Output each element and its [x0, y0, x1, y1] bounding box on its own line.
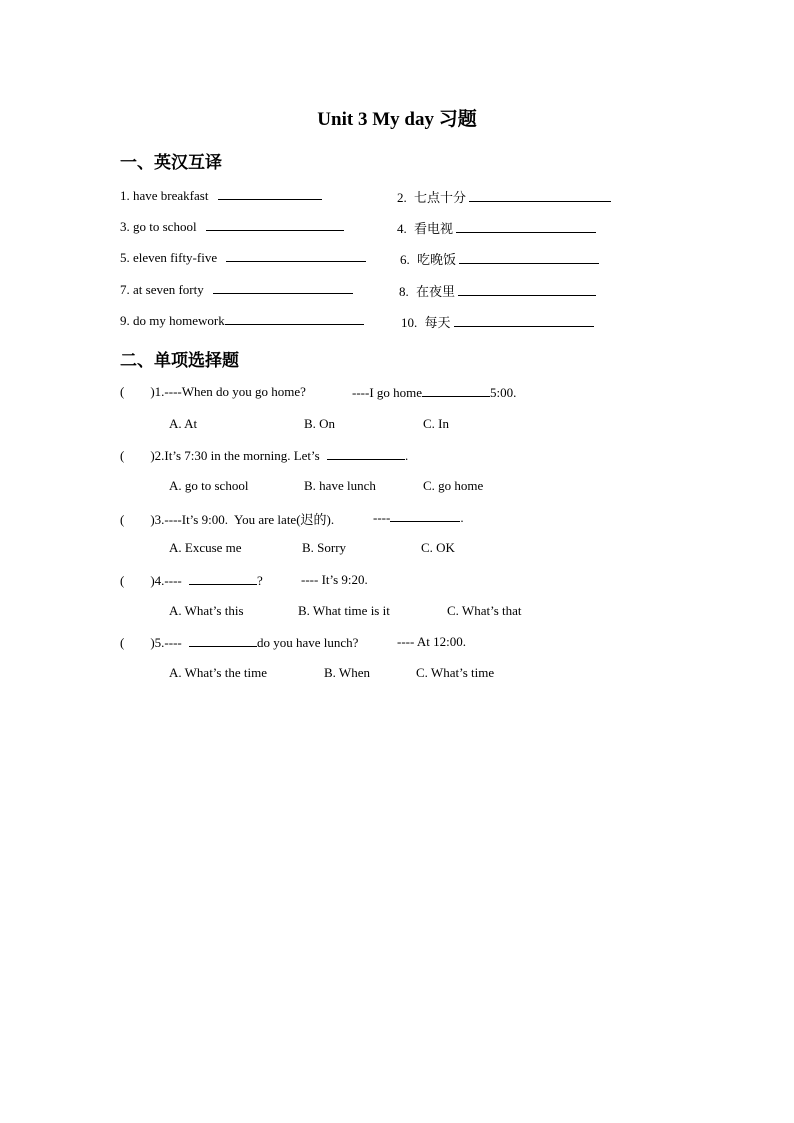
- question-number: 5.: [154, 635, 165, 650]
- answer-blank[interactable]: [454, 314, 594, 327]
- item-number: 4.: [397, 221, 407, 236]
- question-3-answer: [373, 509, 464, 526]
- answer-paren[interactable]: ( ): [120, 512, 155, 527]
- answer-paren[interactable]: ( ): [120, 448, 155, 463]
- item-number: 2.: [397, 190, 407, 205]
- option-b[interactable]: B. Sorry: [302, 540, 347, 555]
- translation-item-7: [120, 281, 353, 298]
- question-text: .: [460, 510, 464, 525]
- item-number: 10.: [401, 315, 418, 330]
- answer-blank[interactable]: [459, 251, 599, 264]
- answer-blank[interactable]: [206, 218, 344, 231]
- answer-blank[interactable]: [469, 189, 611, 202]
- item-number: 1.: [120, 188, 130, 203]
- question-1: [120, 384, 306, 400]
- answer-blank[interactable]: [456, 220, 596, 233]
- answer-blank[interactable]: [458, 283, 596, 296]
- item-text: 在夜里: [416, 284, 456, 299]
- question-text: ----: [164, 573, 182, 588]
- answer-paren[interactable]: ( ): [120, 384, 155, 399]
- item-number: 8.: [399, 284, 409, 299]
- question-text: 5:00.: [490, 385, 517, 400]
- question-1-answer: [352, 384, 516, 401]
- translation-item-9: [120, 312, 364, 329]
- translation-item-10: [401, 312, 594, 331]
- answer-blank[interactable]: [327, 447, 405, 460]
- answer-blank[interactable]: [213, 281, 353, 294]
- question-3: [120, 509, 334, 528]
- item-text: 吃晚饭: [417, 252, 457, 267]
- question-text: ----: [164, 635, 182, 650]
- answer-blank[interactable]: [218, 187, 322, 200]
- question-number: 1.: [154, 384, 165, 399]
- option-a[interactable]: A. go to school: [169, 478, 249, 493]
- item-number: 6.: [400, 252, 410, 267]
- item-number: 9.: [120, 313, 130, 328]
- answer-blank[interactable]: [189, 572, 257, 585]
- question-text: do you have lunch?: [257, 635, 359, 650]
- item-text: do my homework: [133, 313, 225, 328]
- item-number: 7.: [120, 282, 130, 297]
- question-4-answer: ---- It’s 9:20.: [301, 572, 368, 587]
- question-number: 3.: [154, 512, 165, 527]
- question-text: ?: [257, 573, 263, 588]
- question-text: ----I go home: [352, 385, 423, 400]
- option-a[interactable]: A. Excuse me: [169, 540, 242, 555]
- answer-paren[interactable]: ( ): [120, 635, 155, 650]
- question-number: 4.: [154, 573, 165, 588]
- question-text: ----It’s 9:00. You are late(迟的).: [164, 512, 335, 527]
- answer-blank[interactable]: [225, 312, 364, 325]
- option-c[interactable]: C. What’s that: [447, 603, 522, 618]
- question-5-answer: ---- At 12:00.: [397, 634, 466, 649]
- question-text: .: [404, 448, 409, 463]
- question-2: [120, 447, 408, 464]
- option-b[interactable]: B. On: [304, 416, 336, 431]
- answer-blank[interactable]: [422, 384, 490, 397]
- translation-item-1: [120, 187, 322, 204]
- item-text: eleven fifty-five: [133, 250, 218, 265]
- option-a[interactable]: A. What’s the time: [169, 665, 267, 680]
- item-number: 3.: [120, 219, 130, 234]
- translation-item-6: [400, 249, 599, 268]
- translation-item-4: [397, 218, 596, 237]
- answer-blank[interactable]: [390, 509, 460, 522]
- option-c[interactable]: C. OK: [421, 540, 455, 555]
- item-text: 看电视: [414, 221, 454, 236]
- question-text: ----: [373, 510, 391, 525]
- answer-blank[interactable]: [226, 249, 366, 262]
- page-title: Unit 3 My day 习题: [317, 109, 477, 130]
- option-b[interactable]: B. have lunch: [304, 478, 376, 493]
- translation-item-2: [397, 187, 611, 206]
- item-text: 每天: [424, 315, 451, 330]
- item-text: 七点十分: [414, 190, 467, 205]
- option-b[interactable]: B. What time is it: [298, 603, 390, 618]
- question-5: [120, 634, 358, 651]
- answer-paren[interactable]: ( ): [120, 573, 155, 588]
- option-c[interactable]: C. In: [423, 416, 449, 431]
- section-heading-translation: 一、英汉互译: [120, 153, 222, 172]
- option-a[interactable]: A. What’s this: [169, 603, 244, 618]
- item-text: go to school: [133, 219, 197, 234]
- option-c[interactable]: C. What’s time: [416, 665, 495, 680]
- question-number: 2.: [154, 448, 165, 463]
- translation-item-3: [120, 218, 344, 235]
- section-heading-choice: 二、单项选择题: [120, 351, 239, 370]
- item-text: have breakfast: [133, 188, 209, 203]
- option-a[interactable]: A. At: [169, 416, 198, 431]
- item-number: 5.: [120, 250, 130, 265]
- question-text: It’s 7:30 in the morning. Let’s: [164, 448, 320, 463]
- item-text: at seven forty: [133, 282, 204, 297]
- answer-blank[interactable]: [189, 634, 257, 647]
- question-4: [120, 572, 263, 589]
- option-b[interactable]: B. When: [324, 665, 370, 680]
- question-text: ----When do you go home?: [164, 384, 306, 399]
- translation-item-8: [399, 281, 596, 300]
- option-c[interactable]: C. go home: [423, 478, 484, 493]
- translation-item-5: [120, 249, 366, 266]
